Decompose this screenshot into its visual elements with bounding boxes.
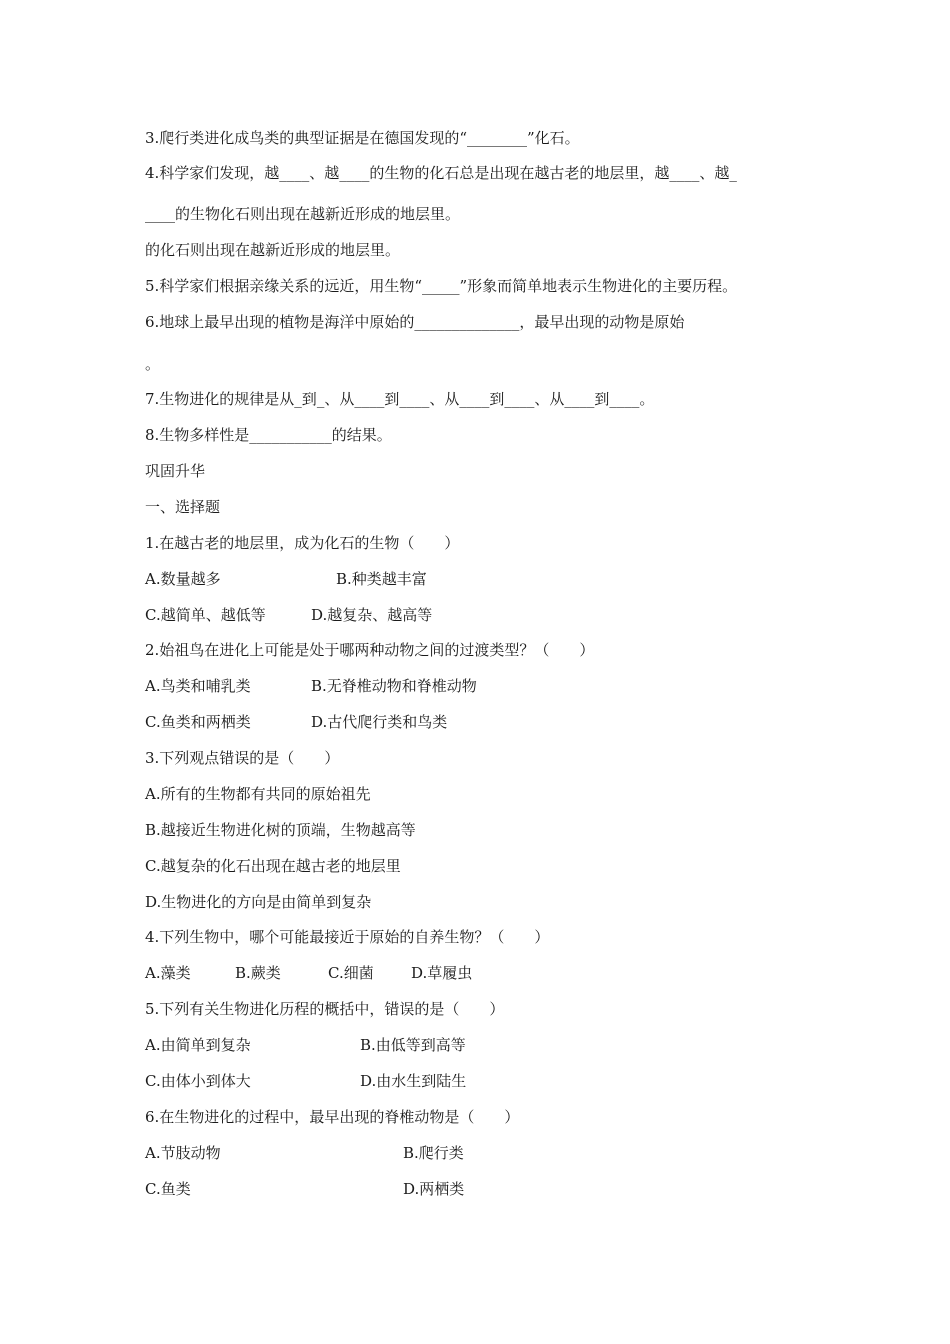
- fill-question-4-line-3: 的化石则出现在越新近形成的地层里。: [145, 241, 401, 259]
- question-6-option-a: A.节肢动物: [145, 1144, 221, 1162]
- question-1-option-d: D.越复杂、越高等: [311, 606, 433, 624]
- question-1-option-b: B.种类越丰富: [336, 570, 427, 588]
- question-2-option-a: A.鸟类和哺乳类: [145, 677, 251, 695]
- fill-question-6-line-2: 。: [145, 355, 161, 373]
- question-3-option-a: A.所有的生物都有共同的原始祖先: [145, 785, 371, 803]
- fill-question-6-line-1: 6.地球上最早出现的植物是海洋中原始的______________，最早出现的动物是原始: [145, 313, 685, 331]
- question-3-option-c: C.越复杂的化石出现在越古老的地层里: [145, 857, 401, 875]
- question-5-stem: 5.下列有关生物进化历程的概括中，错误的是（ ）: [145, 1000, 505, 1018]
- fill-question-5: 5.科学家们根据亲缘关系的远近，用生物“_____”形象而简单地表示生物进化的主要历程。: [145, 277, 738, 295]
- question-4-option-b: B.蕨类: [235, 964, 281, 982]
- fill-question-8: 8.生物多样性是___________的结果。: [145, 426, 392, 444]
- question-4-option-a: A.藻类: [145, 964, 191, 982]
- question-6-stem: 6.在生物进化的过程中，最早出现的脊椎动物是（ ）: [145, 1108, 520, 1126]
- question-2-option-b: B.无脊椎动物和脊椎动物: [311, 677, 477, 695]
- fill-question-4-line-1: 4.科学家们发现，越____、越____的生物的化石总是出现在越古老的地层里，越____、越_: [145, 164, 737, 182]
- question-1-option-c: C.越简单、越低等: [145, 606, 266, 624]
- fill-question-7: 7.生物进化的规律是从_到_、从____到____、从____到____、从____到____。: [145, 390, 655, 408]
- question-1-option-a: A.数量越多: [145, 570, 221, 588]
- question-4-option-c: C.细菌: [328, 964, 374, 982]
- subsection-title: 一、选择题: [145, 498, 221, 516]
- question-5-option-c: C.由体小到体大: [145, 1072, 251, 1090]
- question-2-option-c: C.鱼类和两栖类: [145, 713, 251, 731]
- question-5-option-b: B.由低等到高等: [360, 1036, 466, 1054]
- fill-question-4-line-2: ____的生物化石则出现在越新近形成的地层里。: [145, 205, 461, 223]
- question-5-option-d: D.由水生到陆生: [360, 1072, 467, 1090]
- question-3-option-d: D.生物进化的方向是由简单到复杂: [145, 893, 372, 911]
- question-6-option-c: C.鱼类: [145, 1180, 191, 1198]
- fill-question-3: 3.爬行类进化成鸟类的典型证据是在德国发现的“________”化石。: [145, 129, 580, 147]
- question-3-stem: 3.下列观点错误的是（ ）: [145, 749, 340, 767]
- question-4-option-d: D.草履虫: [411, 964, 473, 982]
- question-1-stem: 1.在越古老的地层里，成为化石的生物（ ）: [145, 534, 460, 552]
- question-3-option-b: B.越接近生物进化树的顶端，生物越高等: [145, 821, 416, 839]
- question-6-option-d: D.两栖类: [403, 1180, 465, 1198]
- question-4-stem: 4.下列生物中，哪个可能最接近于原始的自养生物？（ ）: [145, 928, 550, 946]
- question-5-option-a: A.由简单到复杂: [145, 1036, 251, 1054]
- section-title: 巩固升华: [145, 462, 206, 480]
- question-2-option-d: D.古代爬行类和鸟类: [311, 713, 448, 731]
- question-6-option-b: B.爬行类: [403, 1144, 464, 1162]
- question-2-stem: 2.始祖鸟在进化上可能是处于哪两种动物之间的过渡类型？（ ）: [145, 641, 595, 659]
